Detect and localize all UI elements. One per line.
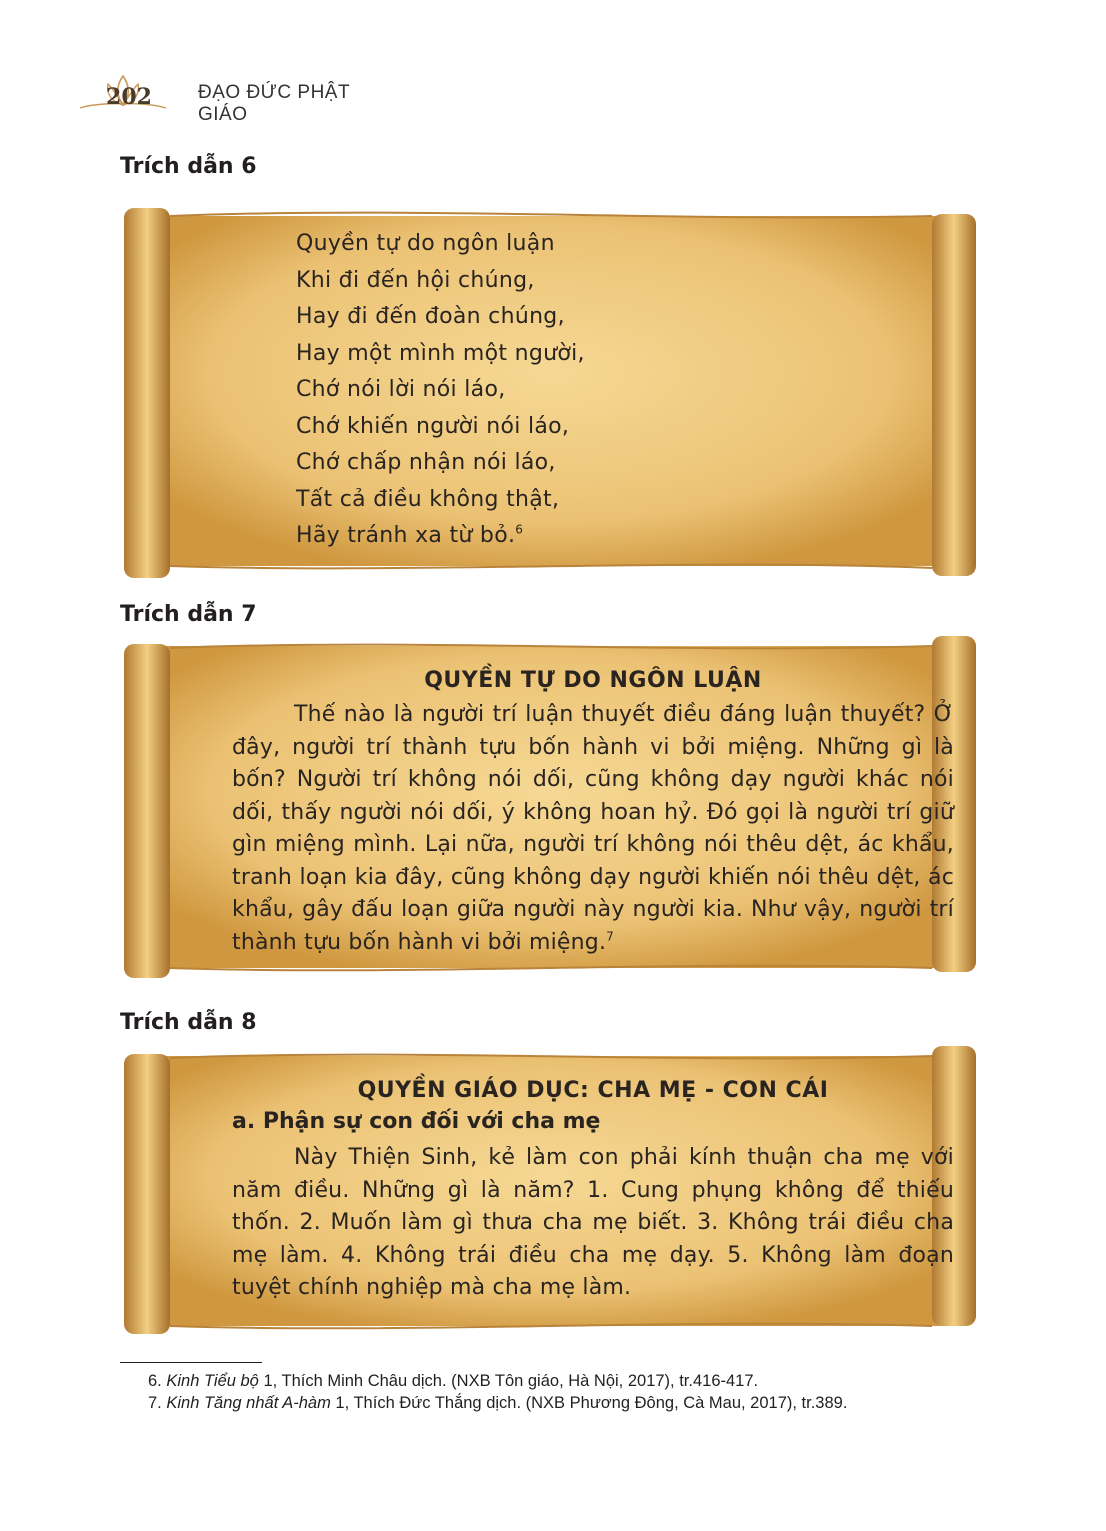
footnotes <box>120 1370 988 1414</box>
footnote-source-details: 1, Thích Minh Châu dịch. (NXB Tôn giáo, Hà Nội, 2017), tr.416-417. <box>258 1372 759 1390</box>
footnote-divider <box>120 1362 262 1363</box>
quote-7-label: Trích dẫn 7 <box>120 602 257 627</box>
quote-7-scroll <box>120 634 980 978</box>
poem-line-text: Hãy tránh xa từ bỏ. <box>296 523 516 548</box>
quote-6-poem <box>296 226 585 555</box>
quote-8-heading: QUYỀN GIÁO DỤC: CHA MẸ - CON CÁI <box>357 1078 829 1103</box>
poem-line: Khi đi đến hội chúng, <box>296 267 535 293</box>
footnote-ref-7[interactable]: 7 <box>606 929 614 944</box>
poem-line: Chớ khiến người nói láo, <box>296 413 570 439</box>
page-header <box>78 72 398 125</box>
poem-line: Quyền tự do ngôn luận <box>296 231 555 256</box>
quote-7-content <box>232 668 954 959</box>
quote-6-label: Trích dẫn 6 <box>120 154 257 179</box>
quote-7-body-text: Thế nào là người trí luận thuyết điều đáng luận thuyết? Ở đây, người trí thành tựu bốn hành vi bởi miệng. Những gì là bốn? Người trí không nói dối, cũng không dạy người khác nói dối, thấy người nói dối, ý không hoan hỷ. Đó gọi là người trí giữ gìn miệng mình. Lại nữa, người trí không nói thêu dệt, ác khẩu, tranh loạn kia đây, cũng không dạy người khiến nói thêu dệt, ác khẩu, gây đấu loạn giữa người này người kia. Như vậy, người trí thành tựu bốn hành vi bởi miệng. <box>232 702 954 955</box>
poem-line: Chớ nói lời nói láo, <box>296 377 506 402</box>
quote-8-scroll <box>120 1044 980 1334</box>
book-title: ĐẠO ĐỨC PHẬT GIÁO <box>198 82 350 125</box>
quote-8-subheading <box>232 1109 954 1134</box>
quote-7-body <box>232 699 954 959</box>
footnote-number: 6. <box>148 1372 162 1390</box>
footnote-source-details: 1, Thích Đức Thắng dịch. (NXB Phương Đông, Cà Mau, 2017), tr.389. <box>330 1394 848 1412</box>
poem-line: Tất cả điều không thật, <box>296 486 560 512</box>
quote-8-label: Trích dẫn 8 <box>120 1010 257 1035</box>
quote-8-body: Này Thiện Sinh, kẻ làm con phải kính thuận cha mẹ với năm điều. Những gì là năm? 1. Cung phụng không để thiếu thốn. 2. Muốn làm gì thưa cha mẹ biết. 3. Không trái điều cha mẹ làm. 4. Không trái điều cha mẹ dạy. 5. Không làm đoạn tuyệt chính nghiệp mà cha mẹ làm. <box>232 1145 954 1300</box>
footnote-source-title: Kinh Tăng nhất A-hàm <box>166 1394 331 1412</box>
footnote-number: 7. <box>148 1394 162 1412</box>
footnote-6 <box>120 1370 988 1392</box>
quote-7-heading: QUYỀN TỰ DO NGÔN LUẬN <box>424 668 762 693</box>
quote-8-content <box>232 1078 954 1305</box>
poem-line: Chớ chấp nhận nói láo, <box>296 450 556 475</box>
footnote-7 <box>120 1392 988 1414</box>
page-number: 202 <box>106 84 152 110</box>
footnote-source-title: Kinh Tiểu bộ <box>166 1372 259 1390</box>
quote-6-scroll <box>120 206 980 578</box>
poem-line: Hay đi đến đoàn chúng, <box>296 304 565 329</box>
quote-8-subheading-text: a. Phận sự con đối với cha mẹ <box>232 1109 601 1134</box>
poem-line: Hay một mình một người, <box>296 340 585 366</box>
footnote-ref-6[interactable]: 6 <box>515 522 524 537</box>
poem-line <box>296 518 585 555</box>
